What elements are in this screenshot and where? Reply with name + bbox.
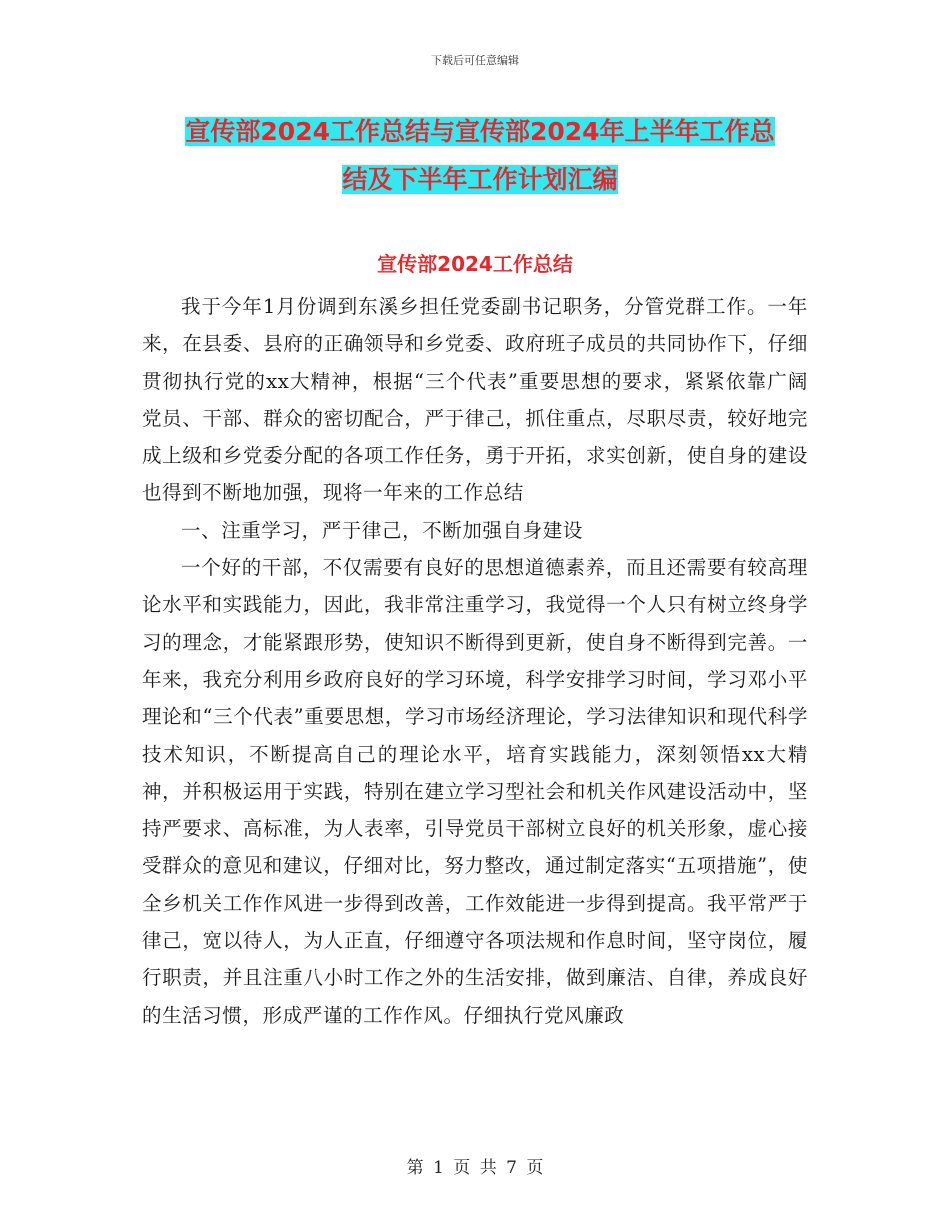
document-title-line-1: 宣传部2024工作总结与宣传部2024年上半年工作总 (185, 117, 775, 146)
section-title: 宣传部2024工作总结 (377, 252, 573, 276)
document-body (142, 288, 808, 1034)
page-indicator: 第 1 页 共 7 页 (406, 1158, 544, 1178)
page-header-note: 下载后可任意编辑 (431, 54, 519, 67)
document-title-line-2: 结及下半年工作计划汇编 (342, 165, 618, 194)
body-paragraph: 一个好的干部，不仅需要有良好的思想道德素养，而且还需要有较高理论水平和实践能力，因此，我非常注重学习，我觉得一个人只有树立终身学习的理念，才能紧跟形势，使知识不断得到更新，使自身不断得到完善。一年来，我充分利用乡政府良好的学习环境，科学安排学习时间，学习邓小平理论和“三个代表”重要思想，学习市场经济理论，学习法律知识和现代科学技术知识，不断提高自己的理论水平，培育实践能力，深刻领悟xx大精神，并积极运用于实践，特别在建立学习型社会和机关作风建设活动中，坚持严要求、高标准，为人表率，引导党员干部树立良好的机关形象，虚心接受群众的意见和建议，仔细对比，努力整改，通过制定落实“五项措施”，使全乡机关工作作风进一步得到改善，工作效能进一步得到提高。我平常严于律己，宽以待人，为人正直，仔细遵守各项法规和作息时间，坚守岗位，履行职责，并且注重八小时工作之外的生活安排，做到廉洁、自律，养成良好的生活习惯，形成严谨的工作作风。仔细执行党风廉政 (142, 556, 808, 1027)
body-paragraph: 我于今年1月份调到东溪乡担任党委副书记职务，分管党群工作。一年来，在县委、县府的正确领导和乡党委、政府班子成员的共同协作下，仔细贯彻执行党的xx大精神，根据“三个代表”重要思想的要求，紧紧依靠广阔党员、干部、群众的密切配合，严于律己，抓住重点，尽职尽责，较好地完成上级和乡党委分配的各项工作任务，勇于开拓，求实创新，使自身的建设也得到不断地加强，现将一年来的工作总结 (142, 295, 808, 505)
body-subheading: 一、注重学习，严于律己，不断加强自身建设 (181, 518, 584, 542)
document-title (140, 108, 820, 204)
